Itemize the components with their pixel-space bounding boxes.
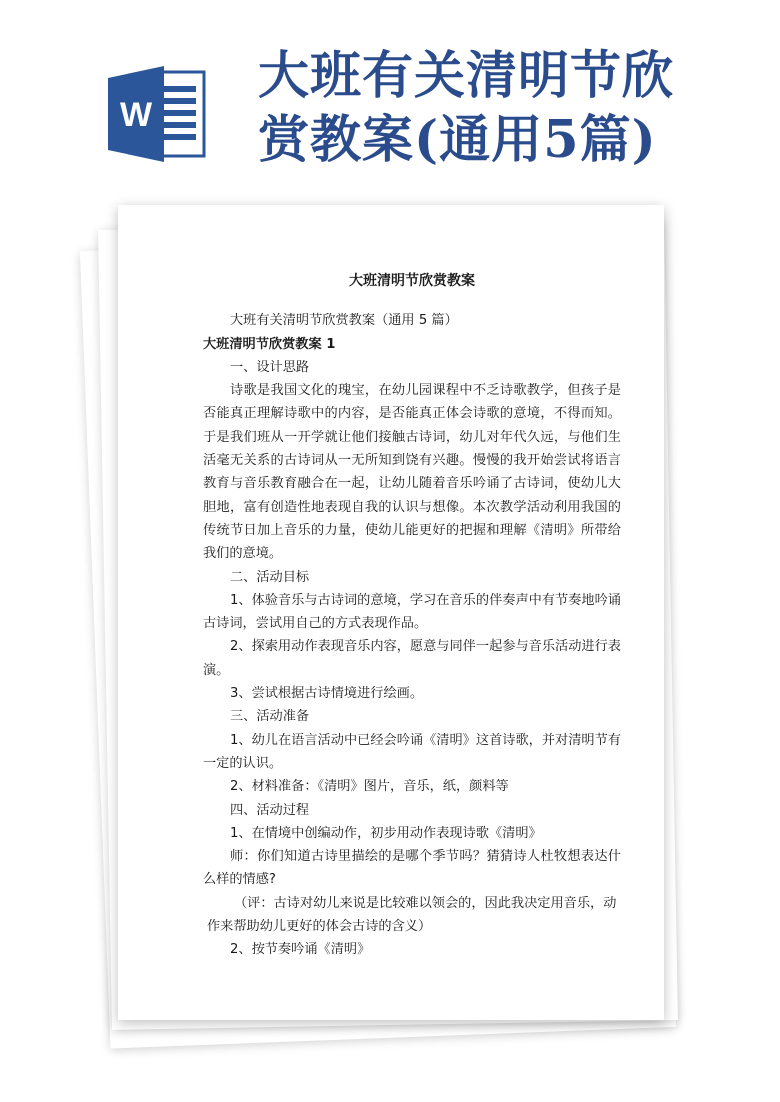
- doc-paragraph: 四、活动过程: [230, 802, 310, 818]
- doc-paragraph: 1、体验音乐与古诗词的意境，学习在音乐的伴奏声中有节奏地吟诵古诗词，尝试用自己的方式表现作品。: [203, 592, 621, 632]
- word-icon: [108, 66, 208, 162]
- doc-paragraph: 诗歌是我国文化的瑰宝，在幼儿园课程中不乏诗歌教学，但孩子是否能真正理解诗歌中的内容，是否能真正体会诗歌的意境，不得而知。于是我们班从一开学就让他们接触古诗词，幼儿对年代久远，与他们生活毫无关系的古诗词从一无所知到饶有兴趣。慢慢的我开始尝试将语言教育与音乐教育融合在一起，让幼儿随着音乐吟诵了古诗词，使幼儿大胆地，富有创造性地表现自我的认识与想像。本次教学活动利用我国的传统节日加上音乐的力量，使幼儿能更好的把握和理解《清明》所带给我们的意境。: [203, 383, 621, 562]
- svg-text:W: W: [119, 96, 153, 134]
- doc-paragraph: 3、尝试根据古诗情境进行绘画。: [230, 686, 424, 702]
- doc-paragraph: 2、材料准备：《清明》图片，音乐，纸，颜料等: [230, 779, 509, 795]
- title-line-2: 赏教案(通用5篇): [258, 110, 657, 170]
- doc-paragraph: 2、按节奏吟诵《清明》: [230, 942, 371, 958]
- doc-paragraph: 二、活动目标: [230, 569, 310, 585]
- doc-subtitle: 大班有关清明节欣赏教案（通用 5 篇）: [230, 313, 458, 329]
- doc-paragraph: 师：你们知道古诗里描绘的是哪个季节吗？猜猜诗人杜牧想表达什么样的情感?: [203, 849, 621, 888]
- page-title: [258, 44, 758, 172]
- doc-section-title: 大班清明节欣赏教案 1: [203, 336, 336, 352]
- doc-paragraph: （评：古诗对幼儿来说是比较难以领会的，因此我决定用音乐，动作来帮助幼儿更好的体会古诗的含义）: [207, 895, 617, 935]
- doc-heading: 大班清明节欣赏教案: [349, 273, 475, 289]
- document-body: [203, 270, 621, 962]
- doc-paragraph: 1、幼儿在语言活动中已经会吟诵《清明》这首诗歌，并对清明节有一定的认识。: [203, 732, 621, 771]
- doc-paragraph: 2、探索用动作表现音乐内容，愿意与同伴一起参与音乐活动进行表演。: [203, 639, 621, 678]
- title-line-1: 大班有关清明节欣: [258, 46, 675, 106]
- document-page: [118, 205, 664, 1020]
- doc-paragraph: 三、活动准备: [230, 709, 310, 725]
- doc-paragraph: 1、在情境中创编动作，初步用动作表现诗歌《清明》: [230, 825, 542, 841]
- doc-paragraph: 一、设计思路: [230, 359, 310, 375]
